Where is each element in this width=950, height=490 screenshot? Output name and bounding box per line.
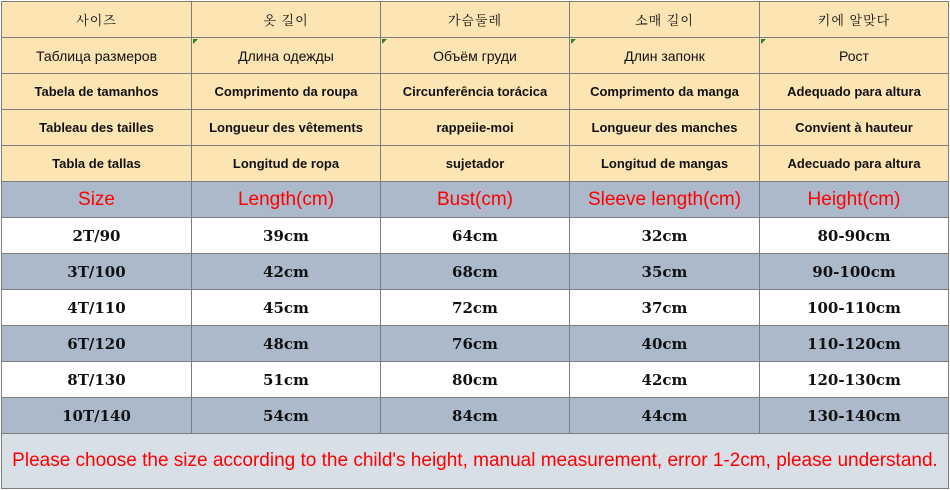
label-text: Рост xyxy=(839,47,869,64)
height-label-cell: Convient à hauteur xyxy=(760,110,949,146)
size-cell: 6T/120 xyxy=(2,326,192,362)
table-row xyxy=(2,254,949,290)
bust-label-cell: 가슴둘레 xyxy=(381,2,570,38)
table-row xyxy=(2,362,949,398)
comment-marker-icon xyxy=(571,39,576,44)
size-label-cell: Tableau des tailles xyxy=(2,110,192,146)
size-cell: 8T/130 xyxy=(2,362,192,398)
korean-label-row xyxy=(2,2,949,38)
bust-cell: 80cm xyxy=(381,362,570,398)
bust-cell: 84cm xyxy=(381,398,570,434)
russian-label-row xyxy=(2,38,949,74)
height-label-cell xyxy=(760,38,949,74)
comment-marker-icon xyxy=(193,39,198,44)
comment-marker-icon xyxy=(761,39,766,44)
length-header: Length(cm) xyxy=(192,182,381,218)
label-text: Таблица размеров xyxy=(35,47,158,64)
sleeve-cell: 40cm xyxy=(570,326,760,362)
table-row xyxy=(2,398,949,434)
table-row xyxy=(2,326,949,362)
table-row xyxy=(2,218,949,254)
length-cell: 54cm xyxy=(192,398,381,434)
length-cell: 48cm xyxy=(192,326,381,362)
size-label-cell: 사이즈 xyxy=(2,2,192,38)
size-cell: 10T/140 xyxy=(2,398,192,434)
bust-label-cell: rappeiie-moi xyxy=(381,110,570,146)
length-label-cell: Longitud de ropa xyxy=(192,146,381,182)
size-cell: 4T/110 xyxy=(2,290,192,326)
size-advice-note: Please choose the size according to the child's height, manual measurement, error 1-2cm, please understand. xyxy=(2,434,949,489)
size-cell: 3T/100 xyxy=(2,254,192,290)
french-label-row xyxy=(2,110,949,146)
sleeve-label-cell: Longitud de mangas xyxy=(570,146,760,182)
height-label-cell: 키에 알맞다 xyxy=(760,2,949,38)
size-label-cell: Tabla de tallas xyxy=(2,146,192,182)
length-cell: 39cm xyxy=(192,218,381,254)
height-cell: 80-90cm xyxy=(760,218,949,254)
height-cell: 110-120cm xyxy=(760,326,949,362)
sleeve-length-header: Sleeve length(cm) xyxy=(570,182,760,218)
bust-cell: 68cm xyxy=(381,254,570,290)
comment-marker-icon xyxy=(382,39,387,44)
length-cell: 42cm xyxy=(192,254,381,290)
sleeve-cell: 42cm xyxy=(570,362,760,398)
length-label-cell: 옷 길이 xyxy=(192,2,381,38)
sleeve-label-cell: 소매 길이 xyxy=(570,2,760,38)
length-label-cell: Comprimento da roupa xyxy=(192,74,381,110)
length-cell: 45cm xyxy=(192,290,381,326)
length-cell: 51cm xyxy=(192,362,381,398)
bust-cell: 64cm xyxy=(381,218,570,254)
height-header: Height(cm) xyxy=(760,182,949,218)
height-label-cell: Adecuado para altura xyxy=(760,146,949,182)
portuguese-label-row xyxy=(2,74,949,110)
english-header-row xyxy=(2,182,949,218)
table-row xyxy=(2,290,949,326)
length-label-cell: Longueur des vêtements xyxy=(192,110,381,146)
sleeve-cell: 44cm xyxy=(570,398,760,434)
bust-header: Bust(cm) xyxy=(381,182,570,218)
label-text: Длина одежды xyxy=(238,47,334,64)
size-label-cell xyxy=(2,38,192,74)
sleeve-cell: 35cm xyxy=(570,254,760,290)
bust-cell: 76cm xyxy=(381,326,570,362)
sleeve-cell: 32cm xyxy=(570,218,760,254)
bust-label-cell: Circunferência torácica xyxy=(381,74,570,110)
bust-cell: 72cm xyxy=(381,290,570,326)
sleeve-label-cell: Comprimento da manga xyxy=(570,74,760,110)
size-header: Size xyxy=(2,182,192,218)
size-label-cell: Tabela de tamanhos xyxy=(2,74,192,110)
note-row xyxy=(2,434,949,489)
sleeve-cell: 37cm xyxy=(570,290,760,326)
size-chart-table xyxy=(1,1,949,489)
height-cell: 100-110cm xyxy=(760,290,949,326)
label-text: Длин запонк xyxy=(624,47,705,64)
height-cell: 120-130cm xyxy=(760,362,949,398)
size-cell: 2T/90 xyxy=(2,218,192,254)
spanish-label-row xyxy=(2,146,949,182)
sleeve-label-cell: Longueur des manches xyxy=(570,110,760,146)
bust-label-cell: sujetador xyxy=(381,146,570,182)
label-text: Объём груди xyxy=(433,47,517,64)
bust-label-cell xyxy=(381,38,570,74)
height-cell: 90-100cm xyxy=(760,254,949,290)
sleeve-label-cell xyxy=(570,38,760,74)
height-label-cell: Adequado para altura xyxy=(760,74,949,110)
height-cell: 130-140cm xyxy=(760,398,949,434)
length-label-cell xyxy=(192,38,381,74)
